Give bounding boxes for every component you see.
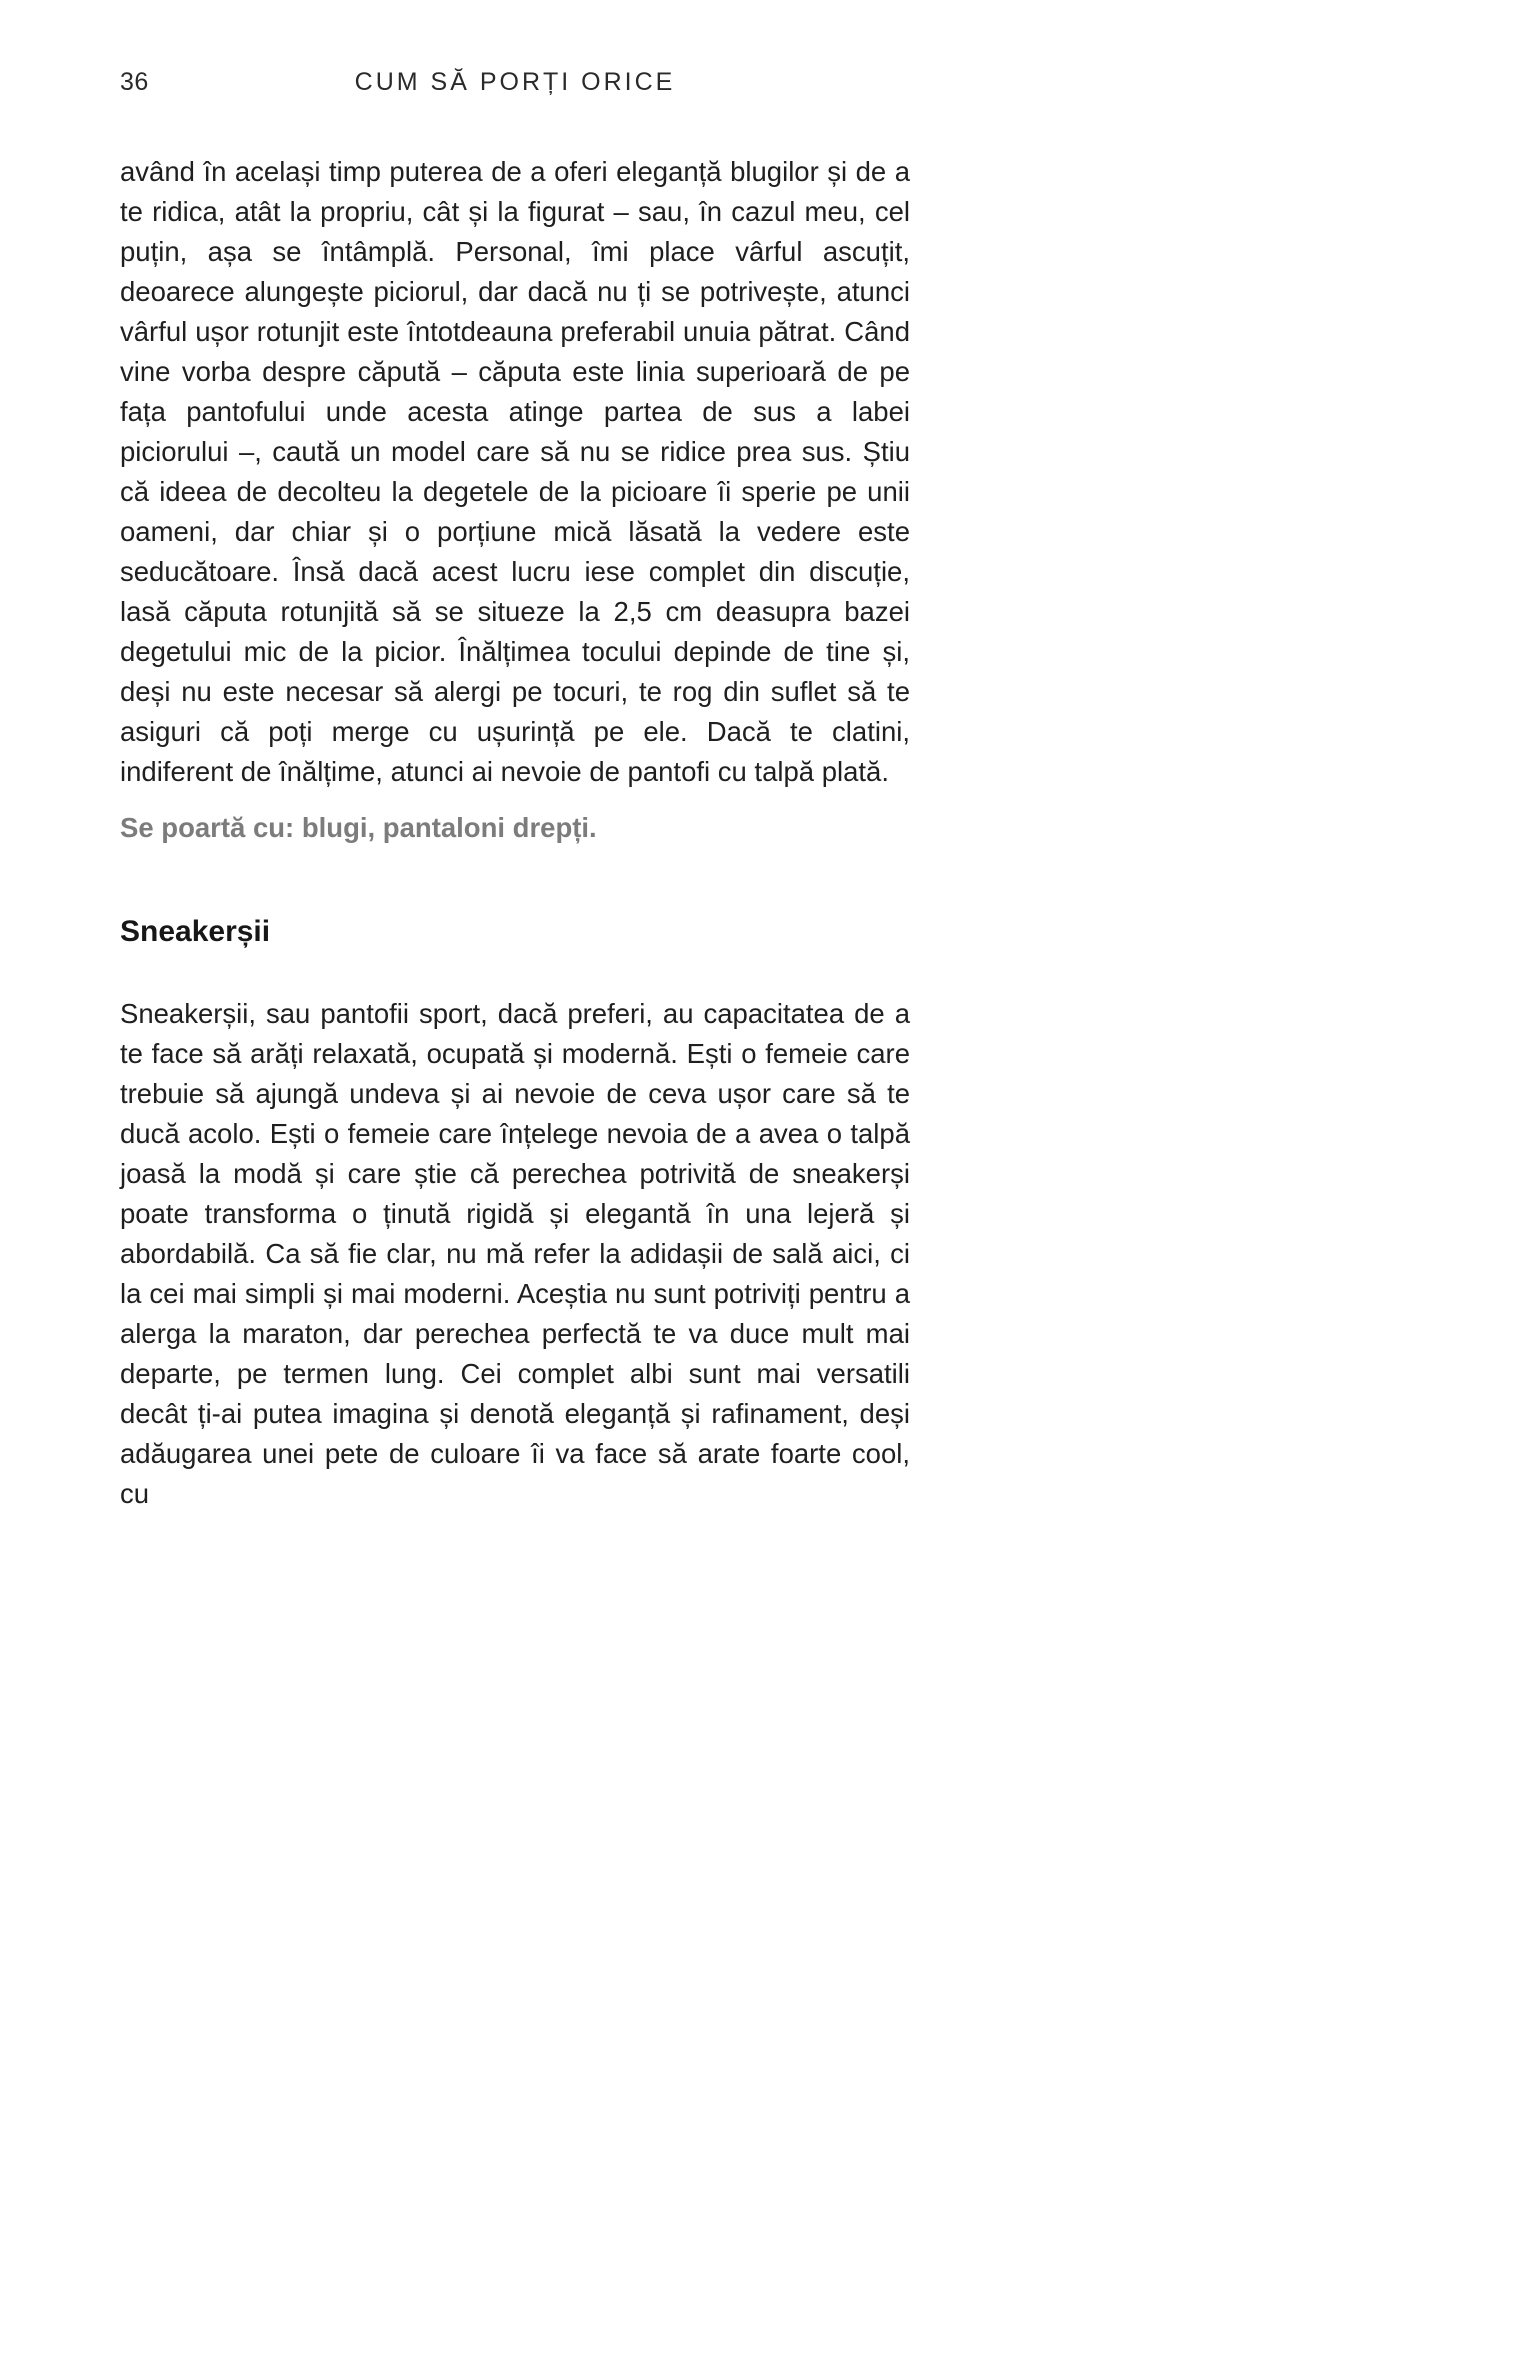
wear-with-note: Se poartă cu: blugi, pantaloni drepți. [120, 812, 597, 843]
text-column [120, 68, 910, 1514]
running-title: CUM SĂ PORȚI ORICE [354, 68, 676, 96]
paragraph-heels: având în același timp puterea de a oferi eleganță blugilor și de a te ridica, atât la propriu, cât și la figurat – sau, în cazul meu, cel puțin, așa se întâmplă. Personal, îmi place vârful ascuțit, deoarece alungește piciorul, dar dacă nu ți se potrivește, atunci vârful ușor rotunjit este întotdeauna preferabil unuia pătrat. Când vine vorba despre căpută – căputa este linia superioară de pe fața pantofului unde acesta atinge partea de sus a labei piciorului –, caută un model care să nu se ridice prea sus. Știu că ideea de decolteu la degetele de la picioare îi sperie pe unii oameni, dar chiar și o porțiune mică lăsată la vedere este seducătoare. Însă dacă acest lucru iese complet din discuție, lasă căputa rotunjită să se situeze la 2,5 cm deasupra bazei degetului mic de la picior. Înălțimea tocului depinde de tine și, deși nu este necesar să alergi pe tocuri, te rog din suflet să te asiguri că poți merge cu ușurință pe ele. Dacă te clatini, indiferent de înălțime, atunci ai nevoie de pantofi cu talpă plată. [120, 156, 910, 787]
running-head [120, 68, 910, 102]
paragraph-sneakers: Sneakerșii, sau pantofii sport, dacă preferi, au capacitatea de a te face să arăți relaxată, ocupată și modernă. Ești o femeie care trebuie să ajungă undeva și ai nevoie de ceva ușor care să te ducă acolo. Ești o femeie care înțelege nevoia de a avea o talpă joasă la modă și care știe că perechea potrivită de sneakerși poate transforma o ținută rigidă și elegantă în una lejeră și abordabilă. Ca să fie clar, nu mă refer la adidașii de sală aici, ci la cei mai simpli și mai moderni. Aceștia nu sunt potriviți pentru a alerga la maraton, dar perechea perfectă te va duce mult mai departe, pe termen lung. Cei complet albi sunt mai versatili decât ți-ai putea imagina și denotă eleganță și rafinament, deși adăugarea unei pete de culoare îi va face să arate foarte cool, cu [120, 998, 910, 1509]
page-number: 36 [120, 68, 149, 96]
section-heading-sneakers: Sneakerșii [120, 915, 271, 948]
